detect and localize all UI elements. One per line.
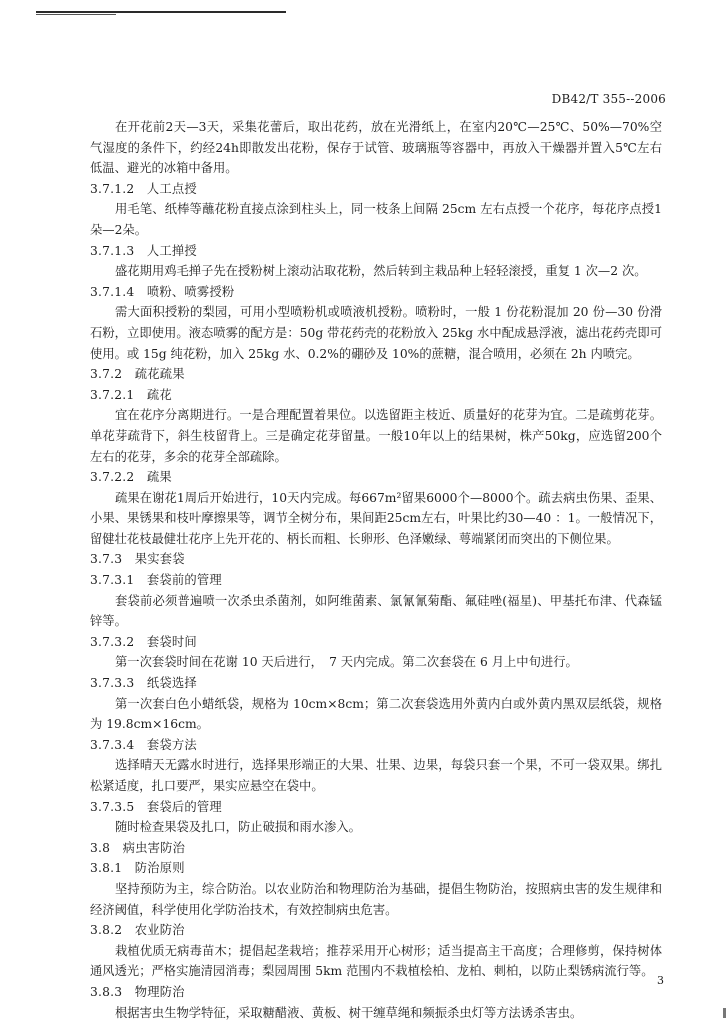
document-body xyxy=(90,117,662,1023)
body-paragraph: 套袋前必须普遍喷一次杀虫杀菌剂，如阿维菌素、氯氰氰菊酯、氟硅唑(福星)、甲基托布津、代森锰锌等。 xyxy=(90,593,662,629)
section-heading: 3.7.2.1 疏花 xyxy=(90,387,172,402)
section-heading: 3.7.2.2 疏果 xyxy=(90,470,172,485)
section-heading: 3.7.3.4 套袋方法 xyxy=(90,737,197,752)
body-paragraph: 坚持预防为主，综合防治。以农业防治和物理防治为基础，提倡生物防治，按照病虫害的发生规律和经济阈值，科学使用化学防治技术，有效控制病虫危害。 xyxy=(90,881,662,917)
body-paragraph: 栽植优质无病毒苗木；提倡起垄栽培；推荐采用开心树形；适当提高主干高度；合理修剪，保持树体通风透光；严格实施清园消毒；梨园周围 5km 范围内不栽植桧柏、龙柏、刺柏，以防止梨锈病流行等。 xyxy=(90,943,662,979)
section-heading: 3.8.2 农业防治 xyxy=(90,923,185,938)
section-heading: 3.8.1 防治原则 xyxy=(90,861,185,876)
page-number: 3 xyxy=(657,974,664,987)
section-heading: 3.7.2 疏花疏果 xyxy=(90,367,185,382)
section-heading: 3.7.3.1 套袋前的管理 xyxy=(90,573,222,588)
section-heading: 3.7.1.3 人工掸授 xyxy=(90,243,197,258)
scan-edge-mark xyxy=(723,1008,726,1018)
body-paragraph: 根据害虫生物学特征，采取糖醋液、黄板、树干缠草绳和频振杀虫灯等方法诱杀害虫。 xyxy=(115,1005,583,1020)
section-heading: 3.7.3 果实套袋 xyxy=(90,552,185,567)
scan-artifact-line xyxy=(36,11,286,13)
section-heading: 3.7.3.5 套袋后的管理 xyxy=(90,799,222,814)
section-heading: 3.7.1.4 喷粉、喷雾授粉 xyxy=(90,284,235,299)
body-paragraph: 盛花期用鸡毛掸子先在授粉树上滚动沾取花粉，然后转到主栽品种上轻轻滚授，重复 1 次—2 次。 xyxy=(115,264,647,279)
section-heading: 3.8.3 物理防治 xyxy=(90,984,185,999)
body-paragraph: 宜在花序分离期进行。一是合理配置着果位。以选留距主枝近、质量好的花芽为宜。二是疏剪花芽。单花芽疏背下，斜生枝留背上。三是确定花芽留量。一般10年以上的结果树，株产50kg，应选留200个左右的花芽，多余的花芽全部疏除。 xyxy=(90,408,662,464)
body-paragraph: 选择晴天无露水时进行，选择果形端正的大果、壮果、边果，每袋只套一个果，不可一袋双果。绑扎松紧适度，扎口要严，果实应悬空在袋中。 xyxy=(90,758,662,793)
body-paragraph: 第一次套白色小蜡纸袋，规格为 10cm×8cm；第二次套袋选用外黄内白或外黄内黑双层纸袋，规格为 19.8cm×16cm。 xyxy=(90,696,662,732)
body-paragraph: 需大面积授粉的梨园，可用小型喷粉机或喷液机授粉。喷粉时，一般 1 份花粉混加 20 份—30 份滑石粉，立即使用。液态喷雾的配方是：50g 带花药壳的花粉放入 25kg 水中配成悬浮液，滤出花药壳即可使用。或 15g 纯花粉，加入 25kg 水、0.2%的硼砂及 10%的蔗糖，混合喷用，必须在 2h 内喷完。 xyxy=(90,305,662,361)
body-paragraph: 第一次套袋时间在花谢 10 天后进行， 7 天内完成。第二次套袋在 6 月上中旬进行。 xyxy=(115,655,578,670)
section-heading: 3.7.3.2 套袋时间 xyxy=(90,634,197,649)
scan-artifact-line-short xyxy=(36,14,116,15)
section-heading: 3.8 病虫害防治 xyxy=(90,840,186,855)
section-heading: 3.7.1.2 人工点授 xyxy=(90,181,197,196)
body-paragraph: 用毛笔、纸棒等蘸花粉直接点涂到柱头上，同一枝条上间隔 25cm 左右点授一个花序，每花序点授1朵—2朵。 xyxy=(90,202,662,237)
section-heading: 3.7.3.3 纸袋选择 xyxy=(90,676,197,691)
body-paragraph: 疏果在谢花1周后开始进行，10天内完成。每667m²留果6000个—8000个。疏去病虫伤果、歪果、小果、果锈果和枝叶摩擦果等，调节全树分布，果间距25cm左右，叶果比约30—40 ：1。一般情况下，留健壮花枝最健壮花序上先开花的、柄长而粗、长卵形、色泽嫩绿、萼端紧闭而突出的下侧位果。 xyxy=(90,490,662,546)
body-paragraph: 在开花前2天—3天，采集花蕾后，取出花药，放在光滑纸上，在室内20℃—25℃、50%—70%空气湿度的条件下，约经24h即散发出花粉，保存于试管、玻璃瓶等容器中，再放入干燥器并置入5℃左右低温、避光的冰箱中备用。 xyxy=(90,120,662,176)
body-paragraph: 随时检查果袋及扎口，防止破损和雨水渗入。 xyxy=(115,820,361,835)
document-code: DB42/T 355--2006 xyxy=(551,92,666,106)
